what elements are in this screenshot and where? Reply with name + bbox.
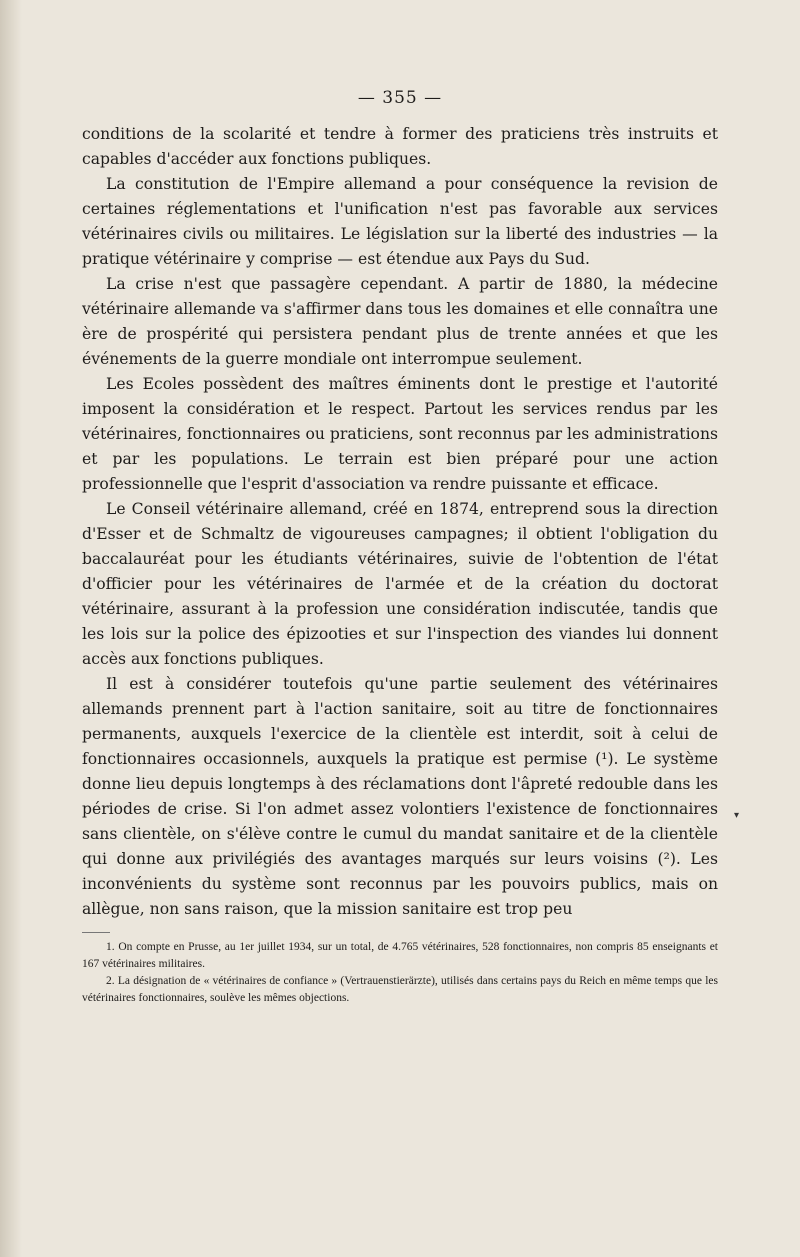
- paragraph-2: La constitution de l'Empire allemand a pour conséquence la revision de certaines réglementations et l'unification n'est pas favorable aux services vétérinaires civils ou militaires. Le législation sur la liberté des industries — la pratique vétérinaire y comprise — est étendue aux Pays du Sud.: [82, 175, 718, 268]
- body-text: [82, 122, 718, 922]
- book-spine-shadow: [0, 0, 22, 1257]
- paragraph-4: Les Ecoles possèdent des maîtres éminents dont le prestige et l'autorité imposent la considération et le respect. Partout les services rendus par les vétérinaires, fonctionnaires ou praticiens, sont reconnus par les administrations et par les populations. Le terrain est bien préparé pour une action professionnelle que l'esprit d'association va rendre puissante et efficace.: [82, 375, 718, 493]
- document-page: [82, 88, 718, 1007]
- paragraph-5: Le Conseil vétérinaire allemand, créé en 1874, entreprend sous la direction d'Esser et de Schmaltz de vigoureuses campagnes; il obtient l'obligation du baccalauréat pour les étudiants vétérinaires, suivie de l'obtention de l'état d'officier pour les vétérinaires de l'armée et de la création du doctorat vétérinaire, assurant à la profession une considération indiscutée, tandis que les lois sur la police des épizooties et sur l'inspection des viandes lui donnent accès aux fonctions publiques.: [82, 500, 718, 668]
- footnote-2: 2. La désignation de « vétérinaires de confiance » (Vertrauenstierärzte), utilisés dans certains pays du Reich en même temps que les vétérinaires fonctionnaires, soulève les mêmes objections.: [82, 975, 718, 1004]
- paragraph-6: Il est à considérer toutefois qu'une partie seulement des vétérinaires allemands prennent part à l'action sanitaire, soit au titre de fonctionnaires permanents, auxquels l'exercice de la clientèle est interdit, soit à celui de fonctionnaires occasionnels, auxquels la pratique est permise (¹). Le système donne lieu depuis longtemps à des réclamations dont l'âpreté redouble dans les périodes de crise. Si l'on admet assez volontiers l'existence de fonctionnaires sans clientèle, on s'élève contre le cumul du mandat sanitaire et de la clientèle qui donne aux privilégiés des avantages marqués sur leurs voisins (²). Les inconvénients du système sont reconnus par les pouvoirs publics, mais on allègue, non sans raison, que la mission sanitaire est trop peu: [82, 675, 718, 918]
- paragraph-1: conditions de la scolarité et tendre à former des praticiens très instruits et capables d'accéder aux fonctions publiques.: [82, 125, 718, 168]
- margin-mark: ▾: [734, 810, 740, 821]
- paragraph-3: La crise n'est que passagère cependant. A partir de 1880, la médecine vétérinaire allemande va s'affirmer dans tous les domaines et elle connaîtra une ère de prospérité qui persistera pendant plus de trente années et que les événements de la guerre mondiale ont interrompue seulement.: [82, 275, 718, 368]
- footnote-separator: [82, 932, 110, 933]
- footnote-1: 1. On compte en Prusse, au 1er juillet 1934, sur un total, de 4.765 vétérinaires, 528 fonctionnaires, non compris 85 enseignants et 167 vétérinaires militaires.: [82, 941, 718, 970]
- footnotes: [82, 939, 718, 1007]
- page-number: — 355 —: [357, 88, 443, 108]
